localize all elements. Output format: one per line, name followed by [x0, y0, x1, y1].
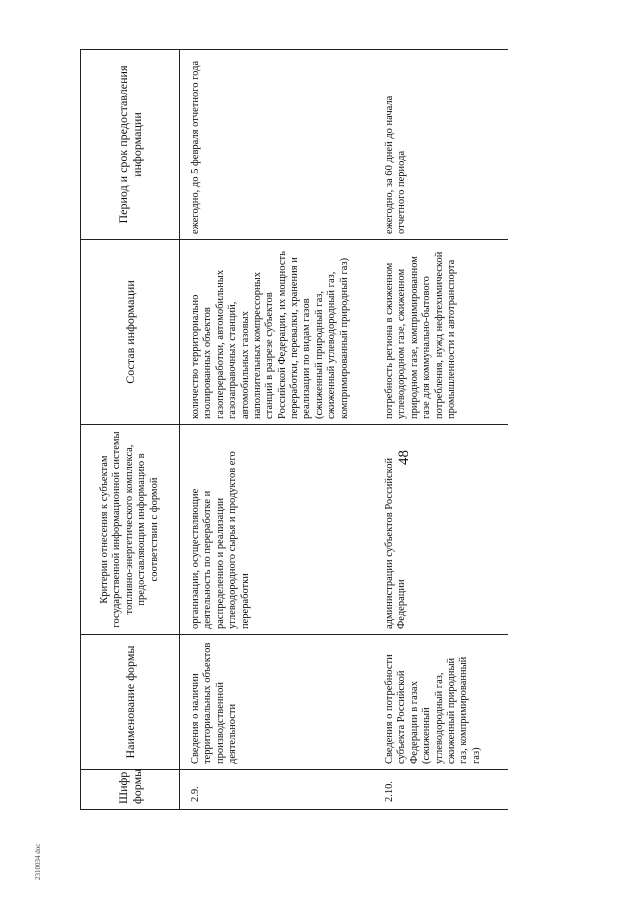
header-period: Период и срок предоставления информации: [81, 50, 180, 240]
cell-code: 2.9.: [180, 770, 375, 810]
table-row: [180, 50, 375, 810]
cell-composition: количество территориально изолированных объектов газопереработки, автомобильных газозаправочных станций, автомобильных газовых наполнительных компрессорных станций в разрезе субъектов Российской Федерации, их мощность переработки, перевалки, хранения и реализации по видам газов (сжиженный природный газ, сжиженный углеводородный газ, компримированный природный газ): [180, 240, 375, 425]
table-row: [374, 50, 508, 810]
cell-period: ежегодно, до 5 февраля отчетного года: [180, 50, 375, 240]
header-code: Шифр формы: [81, 770, 180, 810]
header-composition: Состав информации: [81, 240, 180, 425]
cell-criteria: администрации субъектов Российской Федерации: [374, 425, 508, 635]
document-stamp: 2310034 doc: [34, 843, 42, 880]
rotated-page: [34, 50, 490, 880]
cell-criteria: организации, осуществляющие деятельность по переработке и распределению и реализации углеводородного сырья и продуктов его переработки: [180, 425, 375, 635]
cell-name: Сведения о потребности субъекта Российской Федерации в газах (сжиженный углеводородный газ, сжиженный природный газ, компримированный газ): [374, 635, 508, 770]
page-number: 48: [396, 450, 412, 465]
header-name: Наименование формы: [81, 635, 180, 770]
cell-name: Сведения о наличии территориальных объектов производственной деятельности: [180, 635, 375, 770]
header-criteria: Критерии отнесения к субъектам государственной информационной системы топливно-энергетического комплекса, предоставляющим информацию в соответствии с формой: [81, 425, 180, 635]
cell-composition: потребность региона в сжиженном углеводородном газе, сжиженном природном газе, компримированном газе для коммунально-бытового потребления, нужд нефтехимической промышленности и автотранспорта: [374, 240, 508, 425]
table-header-row: [81, 50, 180, 810]
cell-period: ежегодно, за 60 дней до начала отчетного периода: [374, 50, 508, 240]
forms-table: [80, 49, 508, 810]
cell-code: 2.10.: [374, 770, 508, 810]
